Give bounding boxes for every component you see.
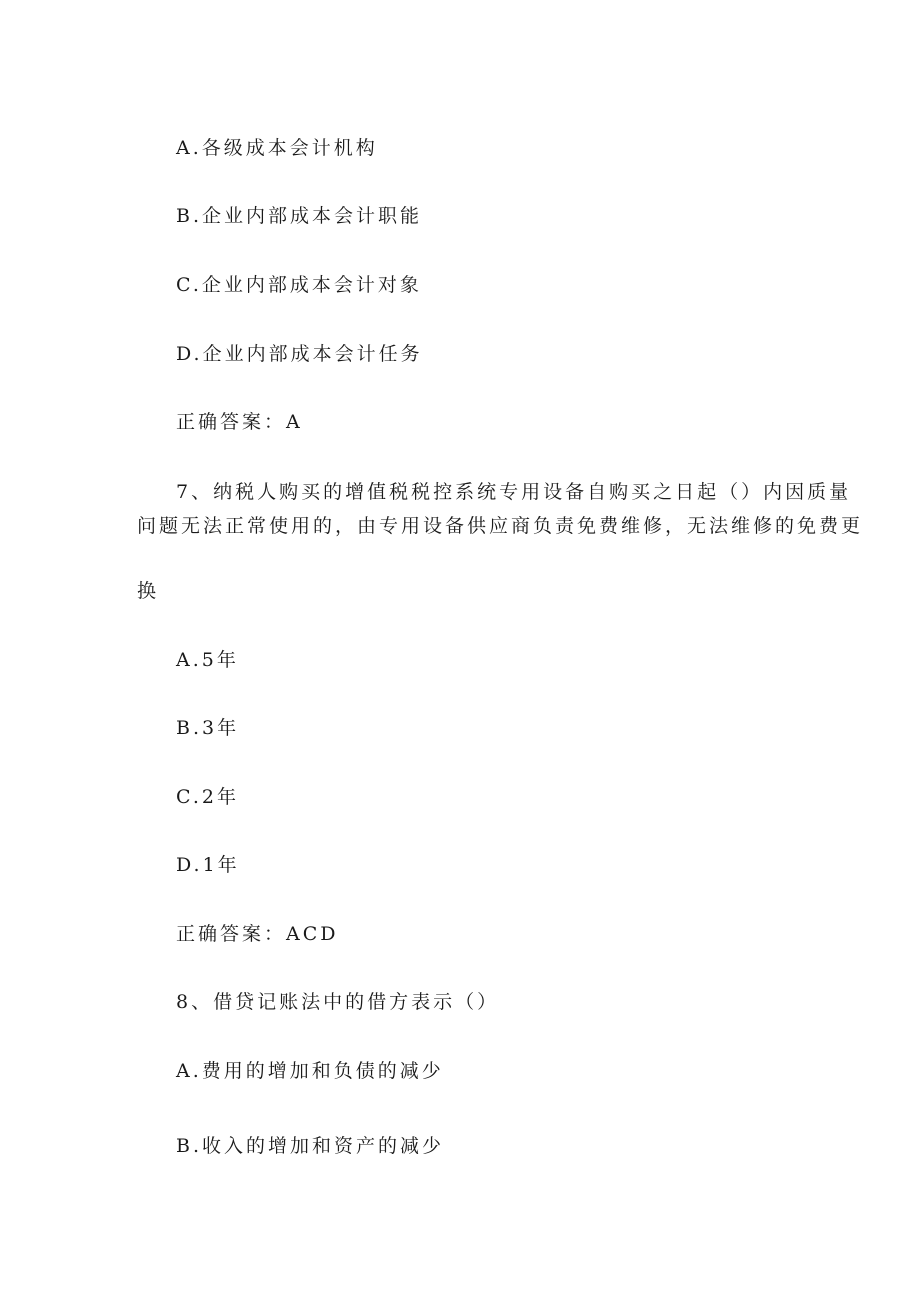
q7-question-line-2: 问题无法正常使用的，由专用设备供应商负责免费维修，无法维修的免费更: [137, 515, 864, 537]
q7-option-c: C.2年: [176, 786, 239, 808]
q8-option-a: A.费用的增加和负债的减少: [176, 1060, 444, 1082]
q6-answer: 正确答案：A: [176, 411, 303, 433]
q7-question-line-1: 7、纳税人购买的增值税税控系统专用设备自购买之日起（）内因质量: [176, 481, 852, 503]
q7-answer: 正确答案：ACD: [176, 923, 339, 945]
q7-question-line-3: 换: [137, 580, 160, 602]
q6-option-b: B.企业内部成本会计职能: [176, 205, 423, 227]
q7-option-d: D.1年: [176, 854, 240, 876]
q6-option-d: D.企业内部成本会计任务: [176, 343, 423, 365]
q6-option-a: A.各级成本会计机构: [176, 137, 378, 159]
q7-option-b: B.3年: [176, 717, 240, 739]
q8-option-b: B.收入的增加和资产的减少: [176, 1135, 445, 1157]
q7-option-a: A.5年: [176, 649, 239, 671]
q6-option-c: C.企业内部成本会计对象: [176, 274, 422, 296]
q8-question-line-1: 8、借贷记账法中的借方表示（）: [176, 991, 500, 1013]
